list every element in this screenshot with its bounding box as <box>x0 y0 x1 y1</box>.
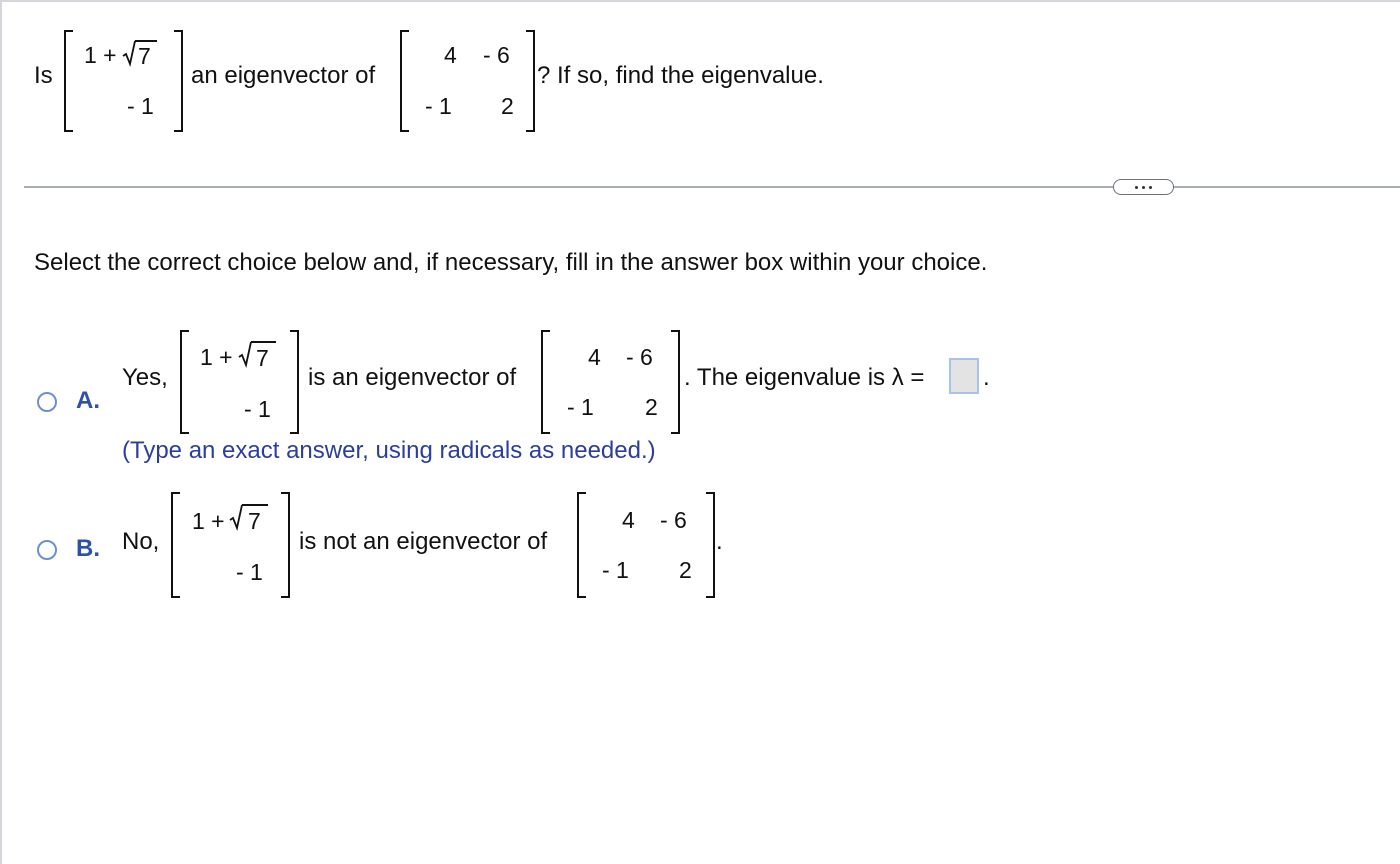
option-a-radio[interactable] <box>37 392 57 412</box>
matrix-r2c1: - 1 <box>425 93 452 119</box>
vector-radicand: 7 <box>138 43 151 69</box>
matrix-r2c2: 2 <box>679 557 692 583</box>
right-bracket <box>174 30 183 132</box>
left-bracket <box>400 30 409 132</box>
frame-border-top <box>0 0 1400 2</box>
option-a-letter[interactable]: A. <box>76 387 100 414</box>
matrix-r2c1: - 1 <box>567 394 594 420</box>
left-bracket <box>171 492 180 598</box>
option-b-prefix: No, <box>122 528 160 555</box>
vector-radicand: 7 <box>248 508 261 534</box>
vector-radicand: 7 <box>256 345 269 371</box>
dot-icon <box>1135 186 1138 189</box>
right-bracket <box>671 330 680 434</box>
vector-bottom: - 1 <box>236 559 263 585</box>
option-a-hint: (Type an exact answer, using radicals as needed.) <box>122 437 656 464</box>
matrix-r1c2: - 6 <box>626 344 653 370</box>
vector-top-prefix: 1 + <box>84 42 117 68</box>
option-b-radio[interactable] <box>37 540 57 560</box>
matrix-r1c1: 4 <box>622 507 635 533</box>
matrix-r2c2: 2 <box>645 394 658 420</box>
vector-bottom: - 1 <box>127 93 154 119</box>
more-options-button[interactable] <box>1113 179 1174 195</box>
vector-top-prefix: 1 + <box>200 344 233 370</box>
matrix-r1c2: - 6 <box>660 507 687 533</box>
right-bracket <box>290 330 299 434</box>
radical-sign <box>122 40 136 68</box>
question-suffix: ? If so, find the eigenvalue. <box>537 62 824 89</box>
left-bracket <box>577 492 586 598</box>
left-bracket <box>64 30 73 132</box>
section-divider <box>24 186 1400 188</box>
question-middle: an eigenvector of <box>191 62 376 89</box>
right-bracket <box>281 492 290 598</box>
option-b-middle: is not an eigenvector of <box>299 528 548 555</box>
option-b-end: . <box>716 528 723 555</box>
vector-top-prefix: 1 + <box>192 508 225 534</box>
radical-bar <box>242 504 268 506</box>
matrix-r1c1: 4 <box>444 42 457 68</box>
radical-sign <box>229 504 243 532</box>
dot-icon <box>1149 186 1152 189</box>
matrix-r1c2: - 6 <box>483 42 510 68</box>
left-bracket <box>180 330 189 434</box>
frame-border-left <box>0 0 2 864</box>
question-prefix: Is <box>34 62 53 89</box>
radical-sign <box>238 341 252 369</box>
matrix-r2c2: 2 <box>501 93 514 119</box>
option-a-middle: is an eigenvector of <box>308 364 517 391</box>
right-bracket <box>526 30 535 132</box>
matrix-r1c1: 4 <box>588 344 601 370</box>
matrix-r2c1: - 1 <box>602 557 629 583</box>
dot-icon <box>1142 186 1145 189</box>
right-bracket <box>706 492 715 598</box>
instruction-text: Select the correct choice below and, if necessary, fill in the answer box within your choice. <box>34 249 988 276</box>
left-bracket <box>541 330 550 434</box>
vector-bottom: - 1 <box>244 396 271 422</box>
eigenvalue-answer-box[interactable] <box>949 358 979 394</box>
option-b-letter[interactable]: B. <box>76 535 100 562</box>
radical-bar <box>251 341 276 343</box>
option-a-prefix: Yes, <box>122 364 168 391</box>
option-a-suffix: . The eigenvalue is λ = <box>684 364 925 391</box>
radical-bar <box>135 40 157 42</box>
option-a-end: . <box>983 364 990 391</box>
